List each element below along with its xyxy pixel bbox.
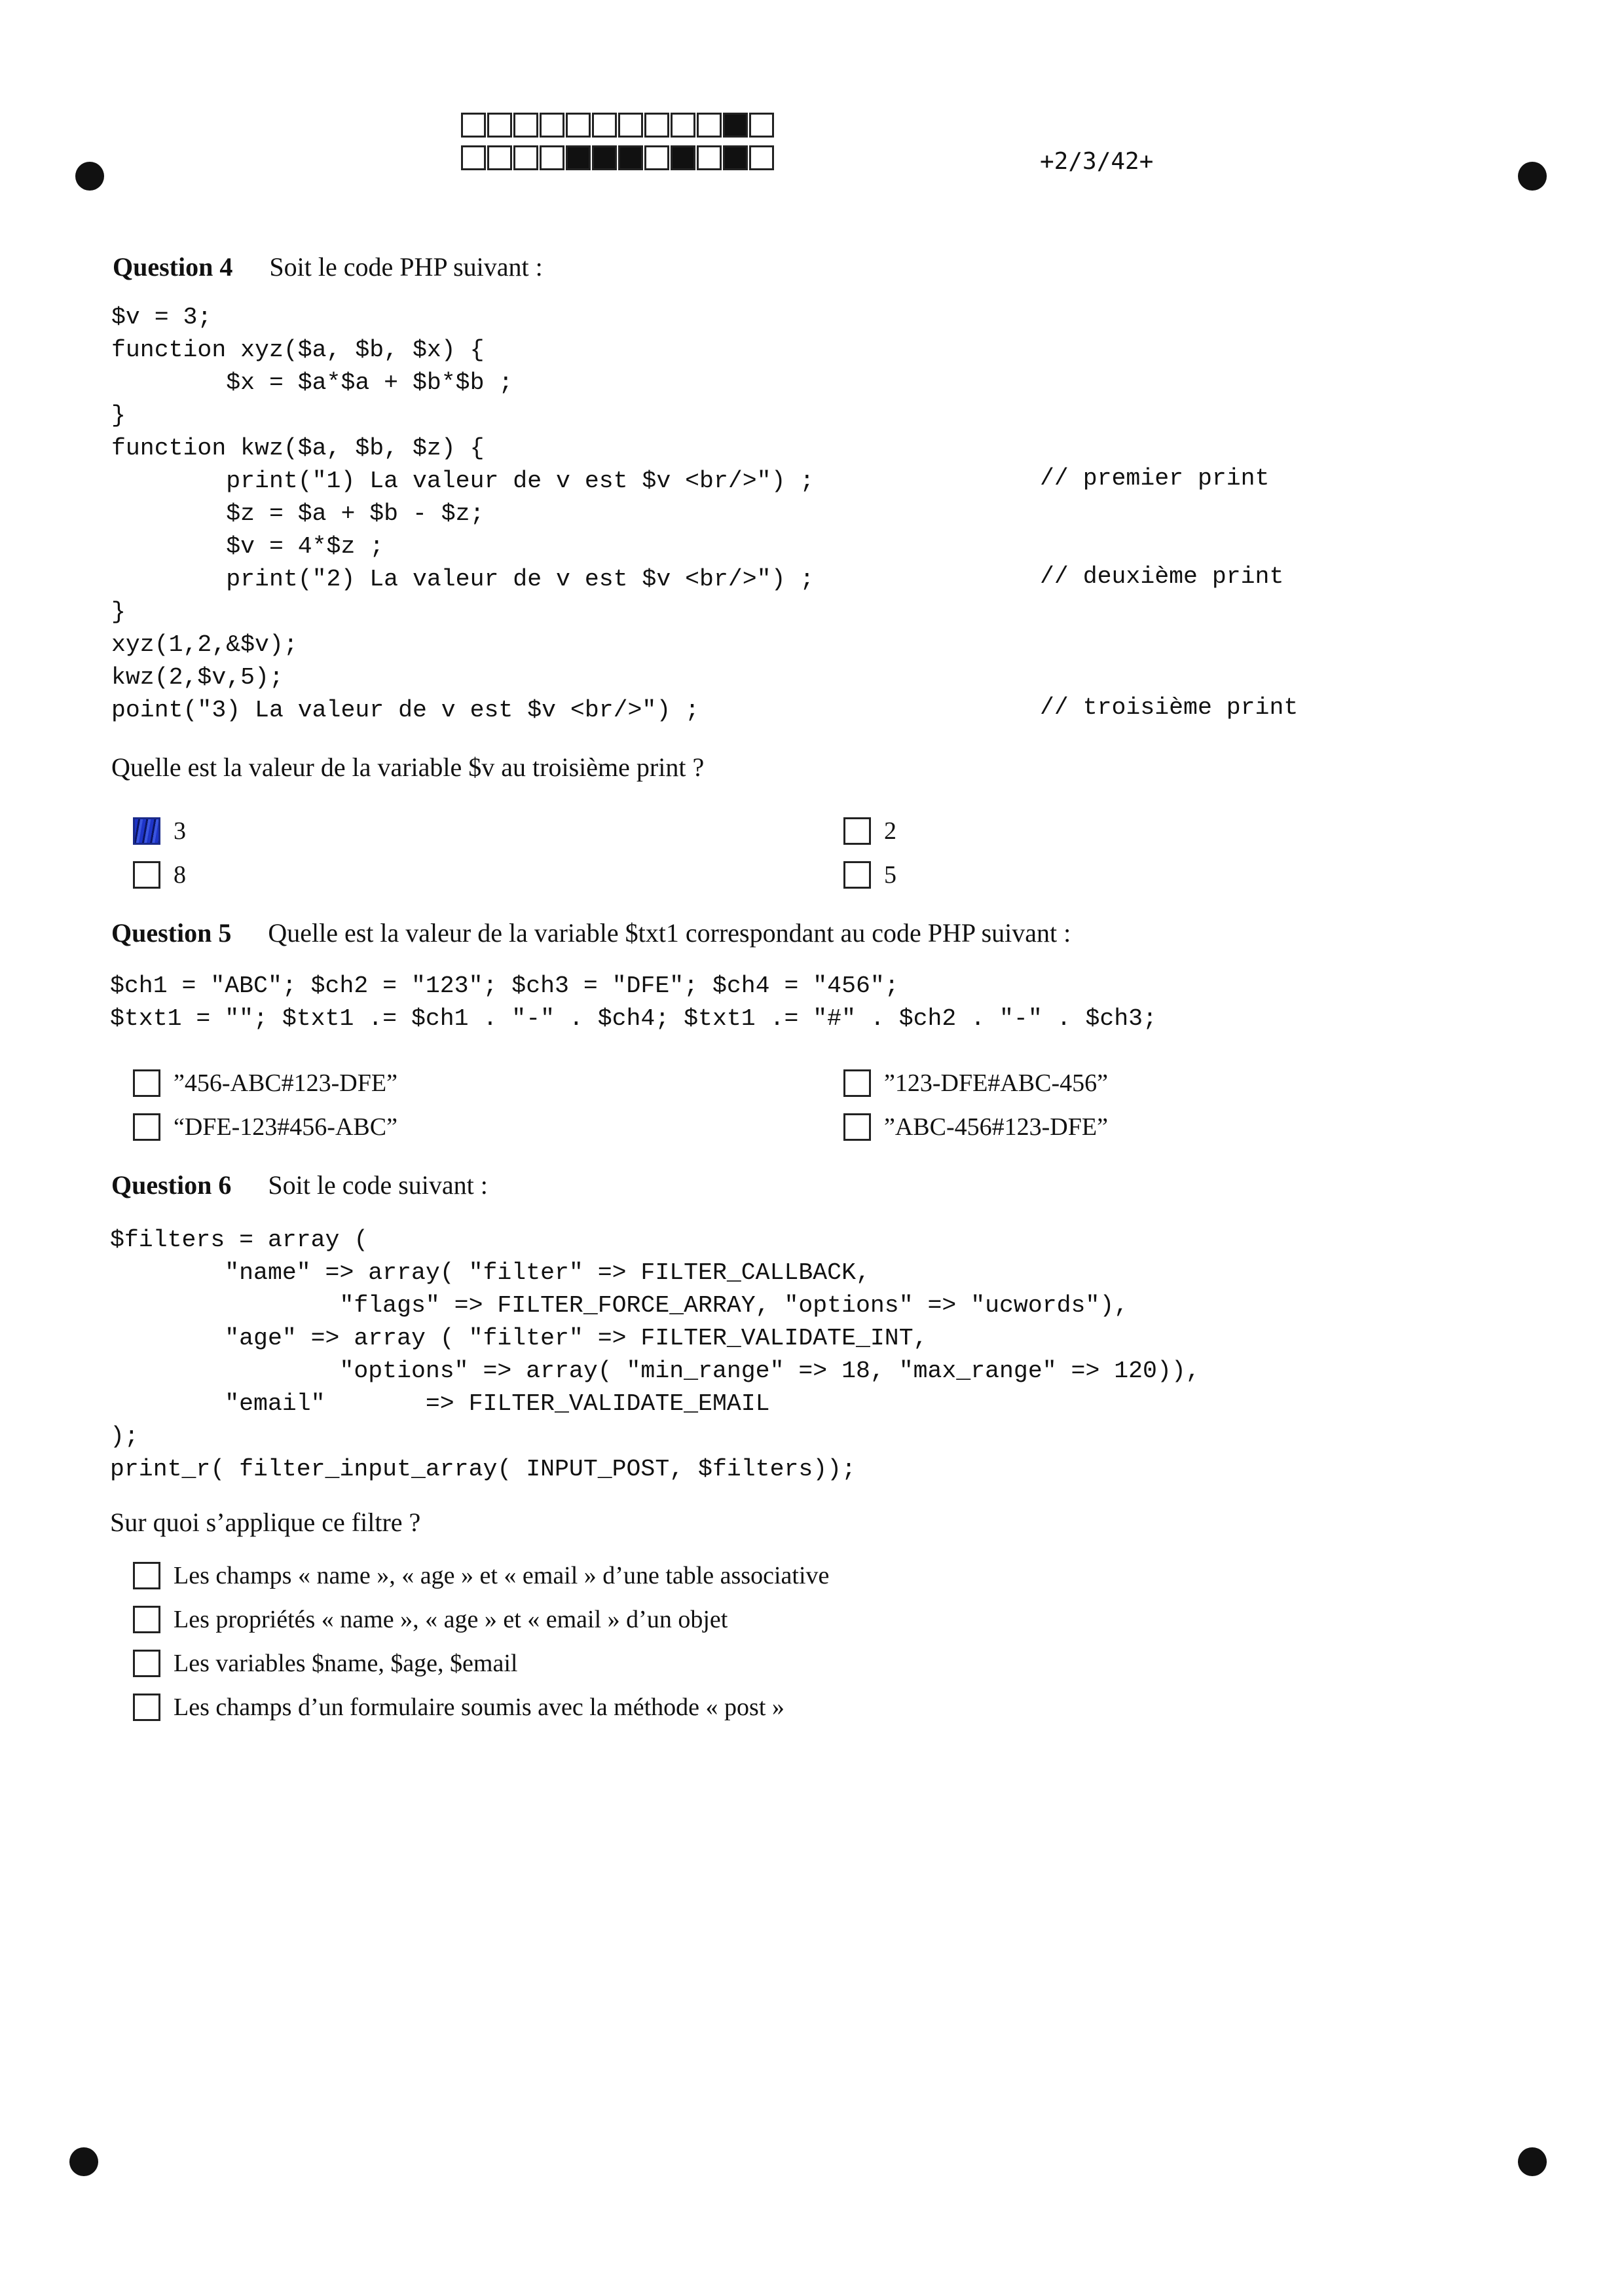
question-4-prompt: Quelle est la valeur de la variable $v au troisième print ? xyxy=(111,752,705,782)
barcode-cell xyxy=(487,145,512,170)
page-barcode-row-1 xyxy=(461,113,775,138)
comment-troisieme-print: // troisième print xyxy=(1040,694,1299,721)
question-4-code: $v = 3; function xyz($a, $b, $x) { $x = $a*$a + $b*$b ; } function kwz($a, $b, $z) { print("1) La valeur de v est $v <br/>") ; $z = $a + $b - $z; $v = 4*$z ; print("2) La valeur de v est $v <br/>") ; } xyz(1,2,&$v); kwz(2,$v,5); point("3) La valeur de v est $v <br/>") ; xyxy=(111,304,815,724)
q4-choice-label: 2 xyxy=(884,817,896,845)
barcode-cell xyxy=(723,145,748,170)
q4-choice-label: 3 xyxy=(174,817,186,845)
question-4-intro: Soit le code PHP suivant : xyxy=(269,252,543,282)
q4-checkbox-5[interactable] xyxy=(843,861,871,889)
q4-choice-2[interactable] xyxy=(843,817,896,845)
question-6-intro: Soit le code suivant : xyxy=(268,1170,488,1200)
q6-choice-a[interactable] xyxy=(133,1561,829,1590)
barcode-cell xyxy=(723,113,748,138)
q4-choice-5[interactable] xyxy=(843,861,896,889)
q4-choice-3[interactable] xyxy=(133,817,186,845)
registration-mark-top-right xyxy=(1518,162,1547,191)
barcode-cell xyxy=(644,145,669,170)
question-5-intro: Quelle est la valeur de la variable $txt1 correspondant au code PHP suivant : xyxy=(268,918,1071,948)
comment-deuxieme-print: // deuxième print xyxy=(1040,563,1284,590)
q5-checkbox-b[interactable] xyxy=(843,1069,871,1097)
barcode-cell xyxy=(513,145,538,170)
q5-choice-a[interactable] xyxy=(133,1069,397,1098)
barcode-cell xyxy=(461,145,486,170)
barcode-cell xyxy=(749,145,774,170)
q5-checkbox-a[interactable] xyxy=(133,1069,160,1097)
question-4-number: Question 4 xyxy=(113,252,233,282)
q6-choice-label: Les variables $name, $age, $email xyxy=(174,1650,518,1677)
q5-checkbox-c[interactable] xyxy=(133,1113,160,1141)
q6-choice-d[interactable] xyxy=(133,1693,784,1722)
barcode-cell xyxy=(592,145,617,170)
barcode-cell xyxy=(566,145,591,170)
question-5-number: Question 5 xyxy=(111,918,232,948)
q5-choice-d[interactable] xyxy=(843,1113,1108,1141)
barcode-cell xyxy=(592,113,617,138)
question-6-header xyxy=(111,1170,488,1200)
q5-choice-label: ”456-ABC#123-DFE” xyxy=(174,1069,397,1097)
question-6-prompt: Sur quoi s’applique ce filtre ? xyxy=(110,1508,421,1537)
q4-checkbox-2[interactable] xyxy=(843,817,871,845)
q6-checkbox-c[interactable] xyxy=(133,1650,160,1677)
barcode-cell xyxy=(697,145,722,170)
barcode-cell xyxy=(671,145,695,170)
q5-choice-label: ”ABC-456#123-DFE” xyxy=(884,1113,1108,1141)
q6-choice-label: Les propriétés « name », « age » et « email » d’un objet xyxy=(174,1606,728,1633)
q6-choice-label: Les champs « name », « age » et « email » d’une table associative xyxy=(174,1562,830,1589)
barcode-cell xyxy=(540,113,564,138)
q5-choice-c[interactable] xyxy=(133,1113,397,1141)
q4-checkbox-8[interactable] xyxy=(133,861,160,889)
question-6-code: $filters = array ( "name" => array( "filter" => FILTER_CALLBACK, "flags" => FILTER_FORCE_ARRAY, "options" => "ucwords"), "age" => array ( "filter" => FILTER_VALIDATE_INT, "options" => array( "min_range" => 18, "max_range" => 120)), "email" => FILTER_VALIDATE_EMAIL ); print_r( filter_input_array( INPUT_POST, $filters)); xyxy=(110,1227,1200,1483)
barcode-cell xyxy=(461,113,486,138)
registration-mark-bottom-right xyxy=(1518,2147,1547,2176)
comment-premier-print: // premier print xyxy=(1040,465,1270,492)
q4-checkbox-3[interactable] xyxy=(133,817,160,845)
registration-mark-bottom-left xyxy=(69,2147,98,2176)
question-5-header xyxy=(111,917,1071,948)
q6-choice-c[interactable] xyxy=(133,1649,517,1678)
barcode-cell xyxy=(618,113,643,138)
q6-checkbox-a[interactable] xyxy=(133,1562,160,1589)
q5-choice-label: ”123-DFE#ABC-456” xyxy=(884,1069,1108,1097)
question-4-header xyxy=(113,251,543,282)
q6-checkbox-d[interactable] xyxy=(133,1694,160,1721)
page-barcode-row-2 xyxy=(461,145,775,170)
barcode-cell xyxy=(540,145,564,170)
barcode-cell xyxy=(671,113,695,138)
barcode-cell xyxy=(749,113,774,138)
q5-choice-label: “DFE-123#456-ABC” xyxy=(174,1113,397,1141)
q6-checkbox-b[interactable] xyxy=(133,1606,160,1633)
q5-choice-b[interactable] xyxy=(843,1069,1108,1098)
barcode-cell xyxy=(618,145,643,170)
page-identifier: +2/3/42+ xyxy=(1040,148,1154,175)
barcode-cell xyxy=(487,113,512,138)
q4-choice-8[interactable] xyxy=(133,861,186,889)
barcode-cell xyxy=(566,113,591,138)
q6-choice-b[interactable] xyxy=(133,1605,728,1634)
q6-choice-label: Les champs d’un formulaire soumis avec la méthode « post » xyxy=(174,1694,784,1721)
q4-choice-label: 5 xyxy=(884,861,896,889)
q4-choice-label: 8 xyxy=(174,861,186,889)
barcode-cell xyxy=(513,113,538,138)
registration-mark-top-left xyxy=(75,162,104,191)
barcode-cell xyxy=(644,113,669,138)
barcode-cell xyxy=(697,113,722,138)
question-6-number: Question 6 xyxy=(111,1170,232,1200)
question-5-code: $ch1 = "ABC"; $ch2 = "123"; $ch3 = "DFE"; $ch4 = "456"; $txt1 = ""; $txt1 .= $ch1 . "-" . $ch4; $txt1 .= "#" . $ch2 . "-" . $ch3; xyxy=(110,972,1157,1032)
q5-checkbox-d[interactable] xyxy=(843,1113,871,1141)
